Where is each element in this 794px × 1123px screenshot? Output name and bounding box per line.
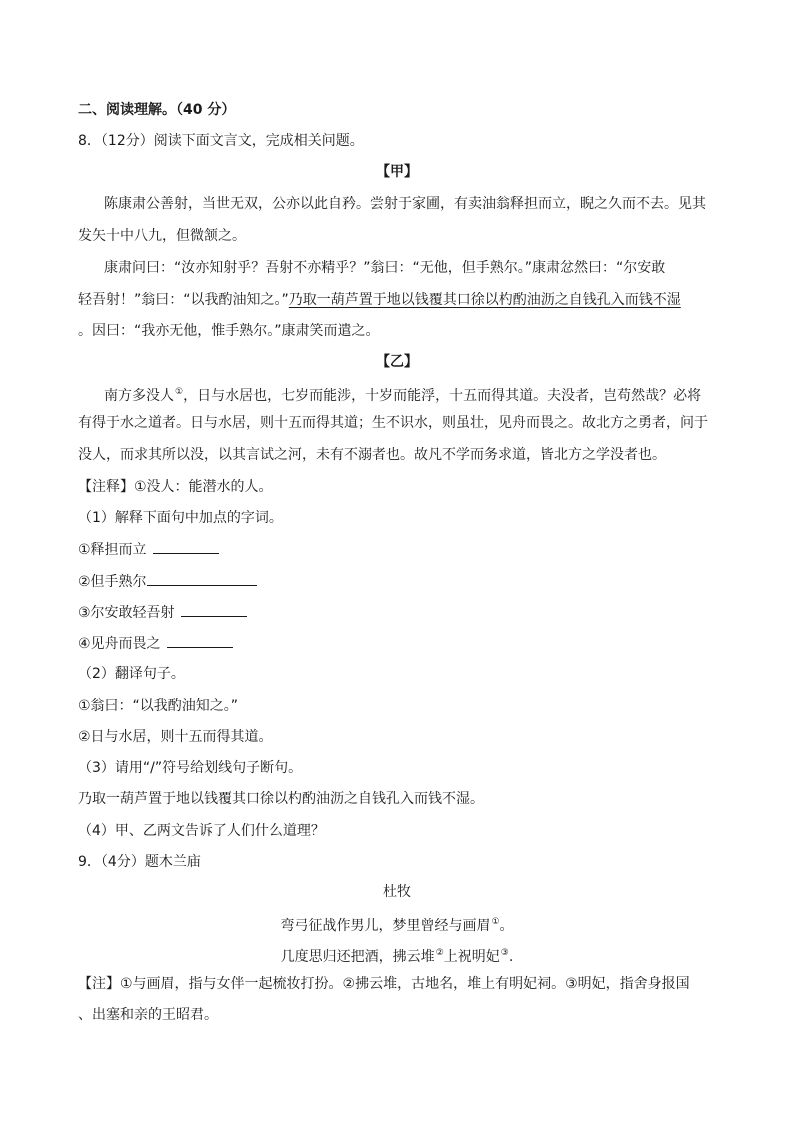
passage-jia-text: 轻吾射！”翁曰：“以我酌油知之。” xyxy=(78,292,289,308)
underlined-sentence: 乃取一葫芦置于地以钱覆其口徐以杓酌油沥之自钱孔入而钱不湿 xyxy=(288,292,681,308)
passage-jia-line: 。因曰：“我亦无他，惟手熟尔。”康肃笑而遣之。 xyxy=(78,323,380,339)
item-text: ②但手熟尔 xyxy=(78,574,147,590)
passage-jia-line: 康肃问曰：“汝亦知射乎？吾射不亦精乎？”翁曰：“无他，但手熟尔。”康肃忿然曰：“尔安敢 xyxy=(104,260,666,276)
sub-question-1-item xyxy=(78,539,219,560)
poem-note: 【注】①与画眉，指与女伴一起梳妆打扮。②拂云堆，古地名，堆上有明妃祠。③明妃，指舍身报国 xyxy=(78,976,690,992)
answer-blank[interactable] xyxy=(153,539,219,554)
passage-jia-line: 陈康肃公善射，当世无双，公亦以此自矜。尝射于家圃，有卖油翁释担而立，睨之久而不去。见其 xyxy=(104,196,706,212)
poem-text: 。 xyxy=(499,918,514,934)
poem-note: 、出塞和亲的王昭君。 xyxy=(78,1007,218,1023)
poem-author: 杜牧 xyxy=(383,884,411,900)
question-9-stem: 9．（4分）题木兰庙 xyxy=(78,854,201,870)
poem-text: 几度思归还把酒，拂云堆 xyxy=(280,949,435,965)
sub-question-2: （2）翻译句子。 xyxy=(78,666,185,682)
sub-question-3-sentence: 乃取一葫芦置于地以钱覆其口徐以杓酌油沥之自钱孔入而钱不湿。 xyxy=(78,791,484,807)
item-text: ③尔安敢轻吾射 xyxy=(78,605,175,621)
poem-text: 弯弓征战作男儿，梦里曾经与画眉 xyxy=(280,918,491,934)
passage-yi-line: 没人，而求其所以没，以其言试之河，未有不溺者也。故凡不学而务求道，皆北方之学没者也。 xyxy=(78,447,666,463)
passage-jia-line xyxy=(78,290,681,310)
passage-yi-line xyxy=(104,382,701,406)
answer-blank[interactable] xyxy=(181,602,247,617)
annotation: 【注释】①没人：能潜水的人。 xyxy=(78,479,273,495)
sub-question-1: （1）解释下面句中加点的字词。 xyxy=(78,510,283,526)
passage-jia-title: 【甲】 xyxy=(376,164,418,180)
sub-question-3: （3）请用“/”符号给划线句子断句。 xyxy=(78,760,303,776)
sub-question-2-item: ②日与水居，则十五而得其道。 xyxy=(78,729,273,745)
item-text: ①释担而立 xyxy=(78,542,147,558)
footnote-marker: ③ xyxy=(500,948,509,958)
passage-yi-text: 南方多没人 xyxy=(104,388,174,404)
poem-text: . xyxy=(508,949,514,965)
item-text: ④见舟而畏之 xyxy=(78,636,161,652)
poem-text: 上祝明妃 xyxy=(443,949,500,965)
answer-blank[interactable] xyxy=(167,633,233,648)
sub-question-1-item xyxy=(78,571,257,592)
passage-yi-text: ，日与水居也，七岁而能涉，十岁而能浮，十五而得其道。夫没者，岂苟然哉？必将 xyxy=(183,388,702,404)
section-heading: 二、阅读理解。（40 分） xyxy=(78,102,236,118)
passage-yi-line: 有得于水之道者。日与水居，则十五而得其道；生不识水，则虽壮，见舟而畏之。故北方之勇者，问于 xyxy=(78,415,708,431)
sub-question-4: （4）甲、乙两文告诉了人们什么道理？ xyxy=(78,823,325,839)
sub-question-2-item: ①翁曰：“以我酌油知之。” xyxy=(78,698,239,714)
poem-line xyxy=(0,943,794,967)
answer-blank[interactable] xyxy=(147,571,257,586)
sub-question-1-item xyxy=(78,633,233,654)
footnote-marker: ① xyxy=(175,387,184,397)
question-8-stem: 8．（12分）阅读下面文言文，完成相关问题。 xyxy=(78,133,364,149)
footnote-marker: ① xyxy=(491,917,500,927)
poem-line xyxy=(0,912,794,936)
passage-jia-line: 发矢十中八九，但微颔之。 xyxy=(78,228,246,244)
sub-question-1-item xyxy=(78,602,247,623)
passage-yi-title: 【乙】 xyxy=(376,354,418,370)
footnote-marker: ② xyxy=(435,948,444,958)
